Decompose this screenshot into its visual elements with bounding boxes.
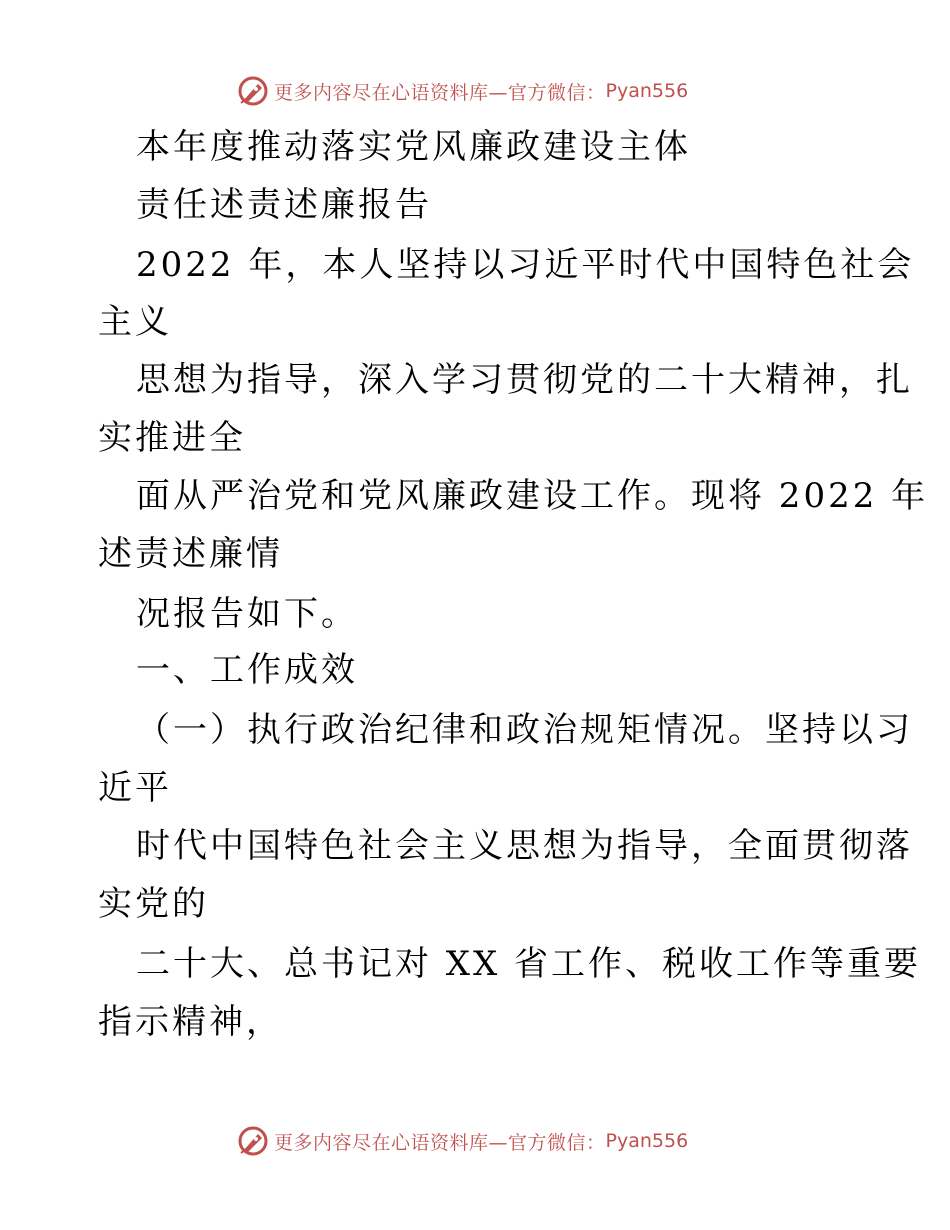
footer-watermark — [236, 1124, 688, 1158]
paragraph-line: 实推进全 — [98, 418, 246, 458]
watermark-account: Pyan556 — [605, 1130, 689, 1152]
header-watermark — [236, 74, 688, 108]
paragraph-line: 面从严治党和党风廉政建设工作。现将 2022 年 — [136, 476, 929, 516]
paragraph-line: 实党的 — [98, 884, 209, 924]
document-title-line-1: 本年度推动落实党风廉政建设主体 — [136, 127, 691, 167]
document-title-line-2: 责任述责述廉报告 — [136, 185, 432, 225]
paragraph-line: 二十大、总书记对 XX 省工作、税收工作等重要 — [136, 944, 922, 984]
paragraph-line: 2022 年，本人坚持以习近平时代中国特色社会 — [136, 245, 915, 285]
section-heading: 一、工作成效 — [136, 650, 358, 690]
paragraph-line: 近平 — [98, 768, 172, 808]
watermark-text: 更多内容尽在心语资料库—官方微信： — [274, 81, 606, 104]
pen-nib-circle-logo-icon — [236, 74, 270, 108]
paragraph-line: 时代中国特色社会主义思想为指导，全面贯彻落 — [136, 826, 913, 866]
paragraph-line: （一）执行政治纪律和政治规矩情况。坚持以习 — [136, 710, 913, 750]
watermark-text: 更多内容尽在心语资料库—官方微信： — [274, 1131, 606, 1154]
paragraph-line: 况报告如下。 — [136, 594, 358, 634]
paragraph-line: 主义 — [98, 302, 172, 342]
paragraph-line: 思想为指导，深入学习贯彻党的二十大精神，扎 — [136, 360, 913, 400]
paragraph-line: 述责述廉情 — [98, 534, 283, 574]
paragraph-line: 指示精神， — [98, 1002, 283, 1042]
pen-nib-circle-logo-icon — [236, 1124, 270, 1158]
watermark-account: Pyan556 — [605, 80, 689, 102]
